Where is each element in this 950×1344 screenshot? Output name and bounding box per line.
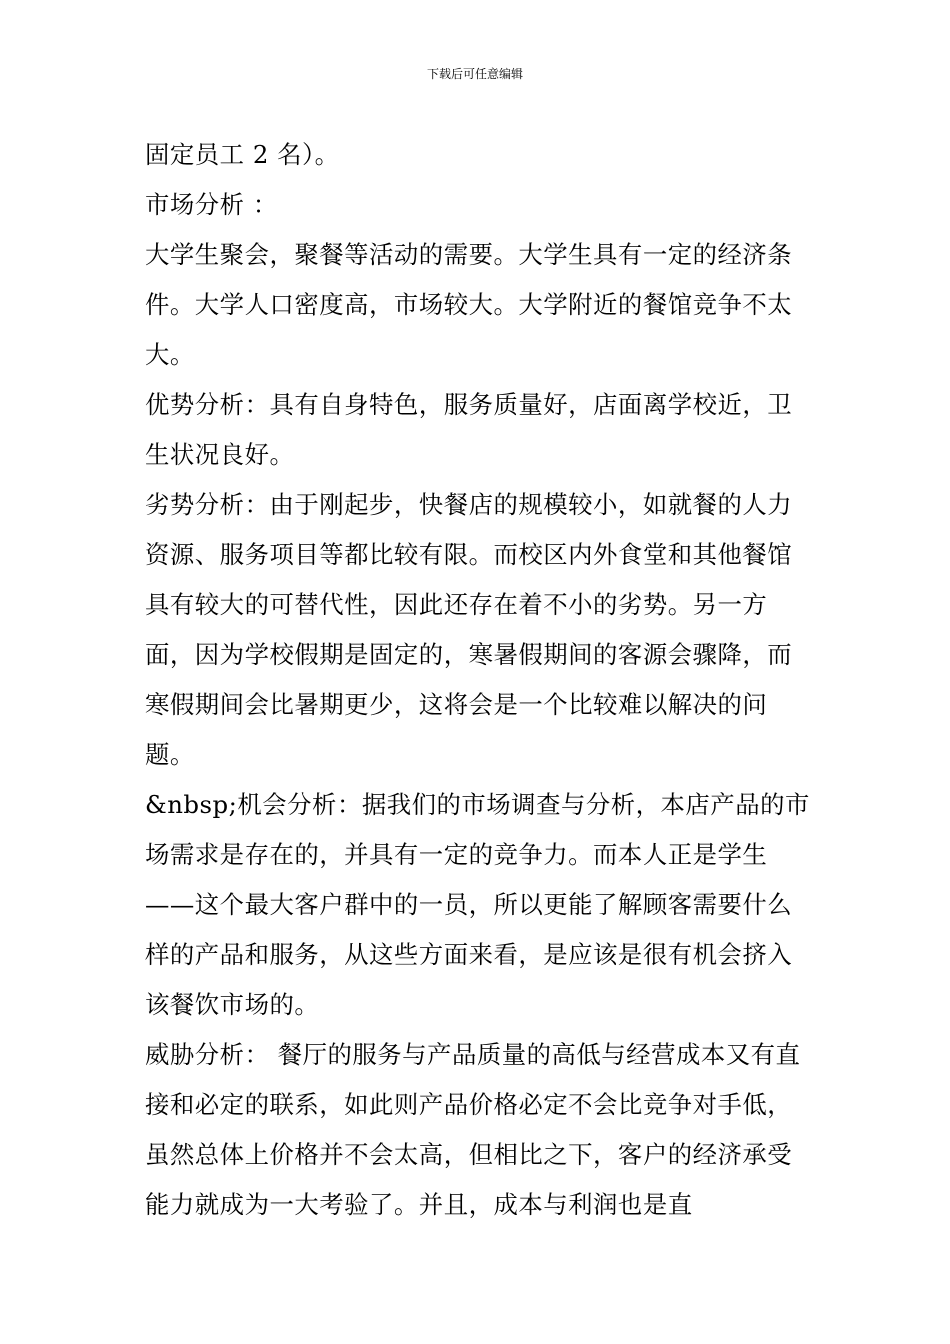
page-header: 下载后可任意编辑 (426, 67, 523, 81)
paragraph-staff: 固定员工 2 名）。 (145, 140, 340, 169)
paragraph-weaknesses: 劣势分析：由于刚起步，快餐店的规模较小，如就餐的人力资源、服务项目等都比较有限。而校区内外食堂和其他餐馆具有较大的可替代性，因此还存在着不小的劣势。另一方面，因为学校假期是固定的，寒暑假期间的客源会骤降，而寒假期间会比暑期更少，这将会是一个比较难以解决的问题。 (145, 490, 793, 769)
document-body (145, 130, 810, 1230)
paragraph-market-analysis-heading: 市场分析 ： (145, 190, 278, 219)
paragraph-market-analysis: 大学生聚会，聚餐等活动的需要。大学生具有一定的经济条件。大学人口密度高，市场较大。大学附近的餐馆竞争不太大。 (145, 240, 793, 369)
paragraph-threats: 威胁分析： 餐厅的服务与产品质量的高低与经营成本又有直接和必定的联系，如此则产品价格必定不会比竞争对手低，虽然总体上价格并不会太高，但相比之下，客户的经济承受能力就成为一大考验了。并且，成本与利润也是直 (145, 1040, 801, 1219)
paragraph-strengths: 优势分析：具有自身特色，服务质量好，店面离学校近，卫生状况良好。 (145, 390, 793, 469)
paragraph-opportunities: &nbsp;机会分析：据我们的市场调查与分析，本店产品的市场需求是存在的，并具有一定的竞争力。而本人正是学生——这个最大客户群中的一员，所以更能了解顾客需要什么样的产品和服务，从这些方面来看，是应该是很有机会挤入该餐饮市场的。 (145, 790, 810, 1019)
